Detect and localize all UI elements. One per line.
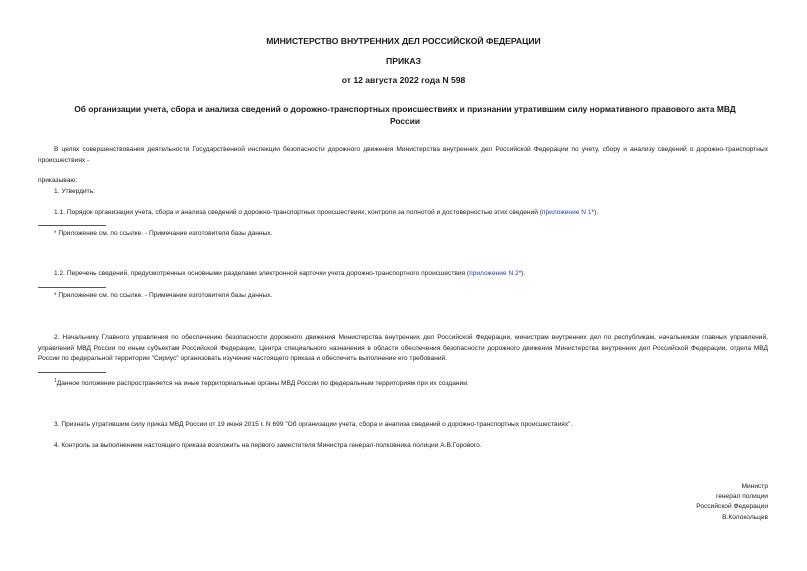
ministry-heading: МИНИСТЕРСТВО ВНУТРЕННИХ ДЕЛ РОССИЙСКОЙ ФЕДЕРАЦИИ: [266, 36, 541, 46]
footnote-divider: [38, 225, 106, 226]
footnote-3-text: Данное положение распространяется на иные территориальные органы МВД России по федеральным территориям при их создании.: [56, 380, 469, 388]
appendix-2-link[interactable]: приложение N 2: [469, 270, 519, 277]
footnote-divider: [38, 287, 106, 288]
document-type: ПРИКАЗ: [386, 56, 421, 66]
signature-line-2: генерал полиции: [715, 493, 768, 500]
appendix-1-link[interactable]: приложение N 1: [541, 209, 592, 216]
footnote-2: * Приложение см. по ссылке. - Примечание изготовителя базы данных.: [54, 292, 273, 299]
footnote-1: * Приложение см. по ссылке. - Примечание изготовителя базы данных.: [54, 230, 273, 237]
preamble-paragraph: В целях совершенствования деятельности Государственной инспекции безопасности дорожного движения Министерства внутренних дел Российской Федерации по учету, сбору и анализу сведений о дорожно-транспортных происшествиях -: [38, 146, 768, 164]
footnote-3: [54, 376, 469, 389]
item-1-2-tail: *).: [518, 270, 526, 277]
document-date-number: от 12 августа 2022 года N 598: [341, 75, 466, 85]
item-1-1-text: 1.1. Порядок организации учета, сбора и анализа сведений о дорожно-транспортных происшествиях, контроля за полнотой и достоверностью этих сведений (: [54, 209, 542, 216]
item-1-2: [54, 269, 525, 279]
document-title: Об организации учета, сбора и анализа сведений о дорожно-транспортных происшествиях и признании утратившим силу нормативного правового акта МВД России: [74, 104, 736, 126]
item-2-paragraph: 2. Начальнику Главного управления по обеспечению безопасности дорожного движения Министерства внутренних дел Российской Федерации, министрам внутренних дел по республикам, начальникам главных управлений, управлений МВД России по иным субъектам Российской Федерации, Центра специального назначения в области обеспечения безопасности дорожного движения Министерства внутренних дел Российской Федерации, отдела МВД России по федеральной территории "Сириус" организовать изучение настоящего приказа и обеспечить выполнение его требований.: [38, 334, 768, 362]
item-1-2-text: 1.2. Перечень сведений, предусмотренных основными разделами электронной карточки учета дорожно-транспортного происшествия (: [54, 270, 470, 277]
signature-line-3: Российской Федерации: [696, 503, 768, 510]
signature-line-1: Министр: [741, 483, 768, 490]
item-4: 4. Контроль за выполнением настоящего приказа возложить на первого заместителя Министра генерал-полковника полиции А.В.Горового.: [54, 442, 482, 449]
item-3: 3. Признать утратившим силу приказ МВД России от 19 июня 2015 г. N 699 "Об организации учета, сбора и анализа сведений о дорожно-транспортных происшествиях".: [54, 421, 573, 428]
order-word: приказываю:: [38, 177, 78, 184]
item-1-1-tail: *).: [591, 209, 599, 216]
item-1-1: [54, 208, 598, 218]
footnote-divider: [38, 372, 106, 373]
signature-name: В.Колокольцев: [722, 514, 768, 521]
footnote-3-mark: 1: [54, 378, 57, 384]
item-1: 1. Утвердить:: [54, 188, 95, 195]
